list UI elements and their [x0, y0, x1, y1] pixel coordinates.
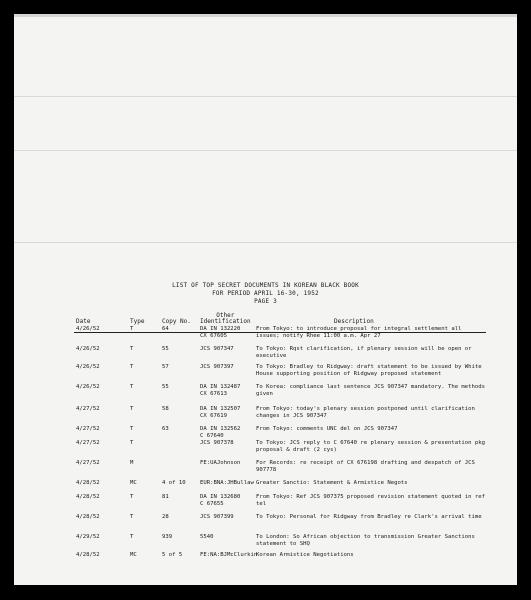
- row-date: 4/28/52: [76, 494, 100, 500]
- row-copy-no: 57: [162, 364, 169, 370]
- row-description: From Tokyo: comments UNC del on JCS 907347: [256, 426, 398, 432]
- row-copy-no: 81: [162, 494, 169, 500]
- row-date: 4/28/52: [76, 552, 100, 558]
- row-identification: DA IN 132220 CX 67605: [200, 326, 241, 339]
- row-identification: DA IN 132562 C 67640: [200, 426, 241, 439]
- row-description: To Tokyo: Personal for Ridgway from Bradley re Clark's arrival time: [256, 514, 482, 520]
- row-type: T: [130, 364, 134, 370]
- document-period: FOR PERIOD APRIL 16-30, 1952: [212, 290, 319, 297]
- row-copy-no: 63: [162, 426, 169, 432]
- row-date: 4/27/52: [76, 426, 100, 432]
- row-type: T: [130, 534, 134, 540]
- document-page: [14, 14, 517, 585]
- row-type: T: [130, 494, 134, 500]
- row-identification: JCS 907347: [200, 346, 234, 352]
- row-identification: DA IN 132507 CX 67619: [200, 406, 241, 419]
- row-copy-no: 4 of 10: [162, 480, 186, 486]
- page-number: PAGE 3: [254, 298, 277, 305]
- row-type: MC: [130, 480, 137, 486]
- row-type: MC: [130, 552, 137, 558]
- row-description: Greater Sanctio: Statement & Armistice Negots: [256, 480, 408, 486]
- row-identification: FE:NA:BJMcClurkin: [200, 552, 258, 558]
- column-header-copy-no: Copy No.: [162, 318, 191, 325]
- row-copy-no: 55: [162, 384, 169, 390]
- row-date: 4/29/52: [76, 534, 100, 540]
- row-type: M: [130, 460, 134, 466]
- row-identification: JCS 907397: [200, 364, 234, 370]
- row-description: For Records: re receipt of CX 676198 drafting and despatch of JCS 907778: [256, 460, 475, 473]
- row-identification: DA IN 132487 CX 67613: [200, 384, 241, 397]
- row-date: 4/26/52: [76, 346, 100, 352]
- scan-line: [14, 150, 517, 151]
- row-copy-no: 939: [162, 534, 173, 540]
- row-copy-no: 55: [162, 346, 169, 352]
- document-title: LIST OF TOP SECRET DOCUMENTS IN KOREAN BLACK BOOK: [172, 282, 359, 289]
- row-description: To Korea: compliance last sentence JCS 907347 mandatory. The methods given: [256, 384, 486, 397]
- row-identification: DA IN 132680 C 67655: [200, 494, 241, 507]
- row-type: T: [130, 514, 134, 520]
- row-date: 4/26/52: [76, 364, 100, 370]
- row-type: T: [130, 406, 134, 412]
- row-type: T: [130, 384, 134, 390]
- column-header-description: Description: [334, 318, 374, 325]
- row-date: 4/27/52: [76, 440, 100, 446]
- row-type: T: [130, 426, 134, 432]
- row-type: T: [130, 346, 134, 352]
- scan-line: [14, 242, 517, 243]
- row-identification: JCS 907378: [200, 440, 234, 446]
- row-description: To Tokyo: Bradley to Ridgway: draft statement to be issued by White House supporting position of Ridgway proposed statement: [256, 364, 482, 377]
- row-copy-no: 28: [162, 514, 169, 520]
- scan-edge: [14, 14, 517, 17]
- row-description: From Tokyo: today's plenary session postponed until clarification changes in JCS 907347: [256, 406, 475, 419]
- row-description: To Tokyo: JCS reply to C 67640 re plenary session & presentation pkg proposal & draft (2 cys): [256, 440, 486, 453]
- scan-line: [14, 96, 517, 97]
- column-header-other-identification: Other Identification: [200, 312, 251, 325]
- column-header-date: Date: [76, 318, 91, 325]
- row-date: 4/26/52: [76, 326, 100, 332]
- row-description: From Tokyo: Ref JCS 907375 proposed revision statement quoted in ref tel: [256, 494, 486, 507]
- row-type: T: [130, 326, 134, 332]
- row-date: 4/27/52: [76, 460, 100, 466]
- row-copy-no: 64: [162, 326, 169, 332]
- row-description: From Tokyo: to introduce proposal for integral settlement all issues; notify Rhee 11:00 a.m. Apr 27: [256, 326, 462, 339]
- row-description: To London: So African objection to transmission Greater Sanctions statement to SHQ: [256, 534, 475, 547]
- column-header-type: Type: [130, 318, 145, 325]
- row-description: Korean Armistice Negotiations: [256, 552, 354, 558]
- row-copy-no: 5 of 5: [162, 552, 183, 558]
- row-identification: EUR:BNA:JHBullaw: [200, 480, 254, 486]
- row-identification: FE:UAJohnson: [200, 460, 241, 466]
- row-identification: 5540: [200, 534, 214, 540]
- row-copy-no: 58: [162, 406, 169, 412]
- row-date: 4/28/52: [76, 514, 100, 520]
- row-identification: JCS 907399: [200, 514, 234, 520]
- row-type: T: [130, 440, 134, 446]
- row-date: 4/28/52: [76, 480, 100, 486]
- row-date: 4/27/52: [76, 406, 100, 412]
- row-date: 4/26/52: [76, 384, 100, 390]
- row-description: To Tokyo: Rqst clarification, if plenary session will be open or executive: [256, 346, 472, 359]
